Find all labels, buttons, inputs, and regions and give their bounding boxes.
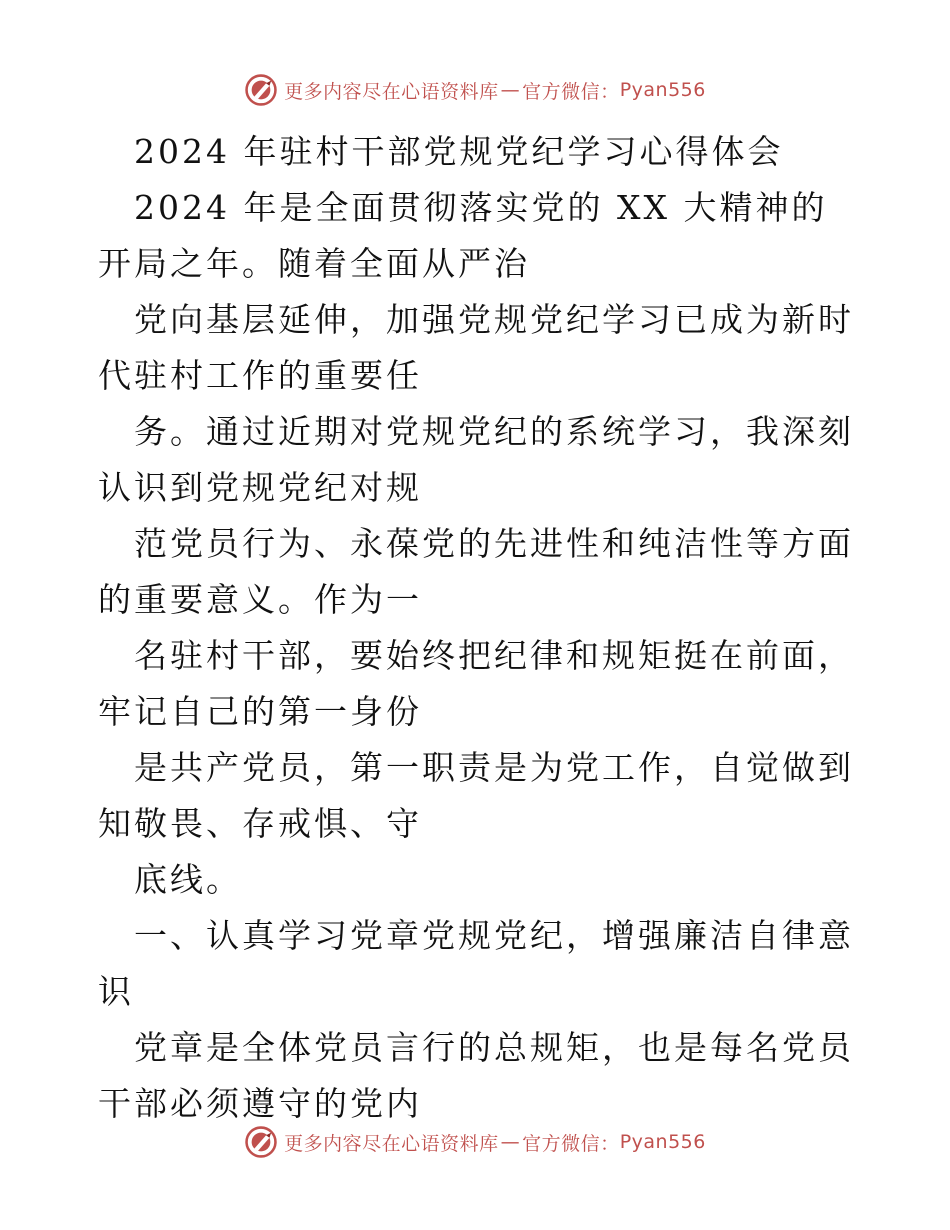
- section-heading: 一、认真学习党章党规党纪，增强廉洁自律意识: [98, 916, 854, 1011]
- watermark-contact-label: 官方微信：: [522, 1132, 620, 1155]
- footer-watermark: [0, 1122, 950, 1162]
- pen-logo-icon: [244, 1125, 278, 1159]
- paragraph-line: 党章是全体党员言行的总规矩，也是每名党员干部必须遵守的党内: [98, 1028, 854, 1123]
- paragraph-line: 范党员行为、永葆党的先进性和纯洁性等方面的重要意义。作为一: [98, 524, 854, 619]
- paragraph-line: 党向基层延伸，加强党规党纪学习已成为新时代驻村工作的重要任: [98, 300, 854, 395]
- watermark-dash: —: [500, 79, 521, 101]
- watermark-contact-id: Pyan556: [619, 79, 706, 101]
- document-body: [98, 124, 858, 1132]
- watermark-site-text: 更多内容尽在心语资料库: [284, 1132, 499, 1155]
- pen-logo-icon: [244, 73, 278, 107]
- watermark-contact-id: Pyan556: [619, 1131, 706, 1153]
- paragraph-line: 务。通过近期对党规党纪的系统学习，我深刻认识到党规党纪对规: [98, 412, 854, 507]
- watermark-contact-label: 官方微信：: [522, 80, 620, 103]
- paragraph-line: 名驻村干部，要始终把纪律和规矩挺在前面，牢记自己的第一身份: [98, 636, 854, 731]
- paragraph-line: 底线。: [134, 860, 242, 899]
- document-title: 2024 年驻村干部党规党纪学习心得体会: [134, 132, 784, 171]
- watermark-site-text: 更多内容尽在心语资料库: [284, 80, 499, 103]
- paragraph-line: 是共产党员，第一职责是为党工作，自觉做到知敬畏、存戒惧、守: [98, 748, 854, 843]
- watermark-dash: —: [500, 1131, 521, 1153]
- paragraph-line: 2024 年是全面贯彻落实党的 XX 大精神的开局之年。随着全面从严治: [98, 188, 828, 283]
- header-watermark: [0, 70, 950, 110]
